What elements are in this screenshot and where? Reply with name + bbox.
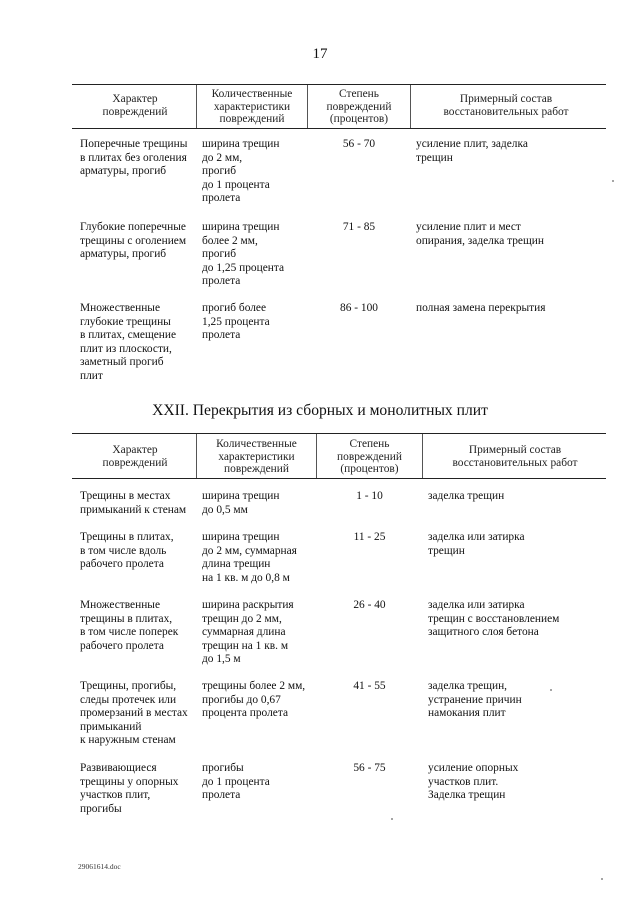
table-row-quantitative: трещины более 2 мм, прогибы до 0,67 процента пролета [202, 680, 306, 720]
scan-speck [550, 689, 552, 691]
section-title: XXII. Перекрытия из сборных и монолитных плит [152, 402, 488, 419]
table-row-work: усиление плит, заделка трещин [416, 138, 528, 164]
table-2-col-divider [196, 434, 197, 478]
table-row: Множественные трещины в плитах, в том числе поперек рабочего пролета [80, 599, 179, 652]
header-degree: Степень повреждений (процентов) [326, 88, 392, 126]
table-row: Развивающиеся трещины у опорных участков плит, прогибы [80, 762, 179, 815]
table-1-col-divider [196, 85, 197, 128]
table-row-quantitative: прогиб более 1,25 процента пролета [202, 302, 270, 342]
table-row: Трещины в местах примыканий к стенам [80, 490, 187, 516]
table-2-header-rule [72, 478, 606, 479]
table-2-col-divider [316, 434, 317, 478]
scan-speck [601, 878, 603, 880]
table-1-col-divider [410, 85, 411, 128]
table-row-quantitative: ширина раскрытия трещин до 2 мм, суммарная длина трещин на 1 кв. м до 1,5 м [202, 599, 294, 666]
footer-filename: 29061614.doc [78, 862, 121, 871]
table-row-quantitative: ширина трещин до 2 мм, суммарная длина трещин на 1 кв. м до 0,8 м [202, 531, 297, 584]
table-row-degree: 56 - 70 [342, 138, 376, 150]
table-row-quantitative: ширина трещин до 0,5 мм [202, 490, 280, 516]
header-work: Примерный состав восстановительных работ [443, 93, 569, 118]
header-character: Характер повреждений [102, 444, 168, 469]
header-quantitative: Количественные характеристики повреждений [211, 88, 293, 126]
table-row-degree: 71 - 85 [342, 221, 376, 233]
table-row-work: усиление плит и мест опирания, заделка трещин [416, 221, 544, 247]
table-row-quantitative: ширина трещин более 2 мм, прогиб до 1,25 процента пролета [202, 221, 285, 288]
table-1-top-rule [72, 84, 606, 85]
table-row-degree: 26 - 40 [353, 599, 386, 611]
table-row-work: усиление опорных участков плит. Заделка трещин [428, 762, 519, 802]
table-2-top-rule [72, 433, 606, 434]
table-row: Множественные глубокие трещины в плитах, смещение плит из плоскости, заметный прогиб плит [80, 302, 177, 382]
table-row: Трещины, прогибы, следы протечек или промерзаний в местах примыканий к наружным стенам [80, 680, 188, 747]
table-row: Поперечные трещины в плитах без оголения арматуры, прогиб [80, 138, 188, 178]
table-row-degree: 41 - 55 [353, 680, 386, 692]
table-2-col-divider [422, 434, 423, 478]
header-character: Характер повреждений [102, 93, 168, 118]
table-row-degree: 56 - 75 [353, 762, 386, 774]
table-row-work: заделка трещин [428, 490, 505, 502]
scan-speck [391, 818, 393, 820]
table-row: Трещины в плитах, в том числе вдоль рабочего пролета [80, 531, 174, 571]
table-row-work: заделка трещин, устранение причин намокания плит [428, 680, 522, 720]
table-row-quantitative: прогибы до 1 процента пролета [202, 762, 270, 802]
table-row: Глубокие поперечные трещины с оголением арматуры, прогиб [80, 221, 187, 261]
table-row-quantitative: ширина трещин до 2 мм, прогиб до 1 процента пролета [202, 138, 280, 205]
table-row-degree: 11 - 25 [353, 531, 386, 543]
table-1-header-rule [72, 128, 606, 129]
table-row-work: заделка или затирка трещин [428, 531, 525, 557]
table-row-work: заделка или затирка трещин с восстановлением защитного слоя бетона [428, 599, 560, 639]
table-1-col-divider [307, 85, 308, 128]
scan-speck [612, 180, 614, 182]
page-number: 17 [312, 46, 328, 62]
header-quantitative: Количественные характеристики повреждений [216, 438, 297, 476]
table-row-work: полная замена перекрытия [416, 302, 546, 314]
table-row-degree: 86 - 100 [340, 302, 378, 314]
header-work: Примерный состав восстановительных работ [452, 444, 578, 469]
table-row-degree: 1 - 10 [356, 490, 383, 502]
header-degree: Степень повреждений (процентов) [337, 438, 402, 476]
